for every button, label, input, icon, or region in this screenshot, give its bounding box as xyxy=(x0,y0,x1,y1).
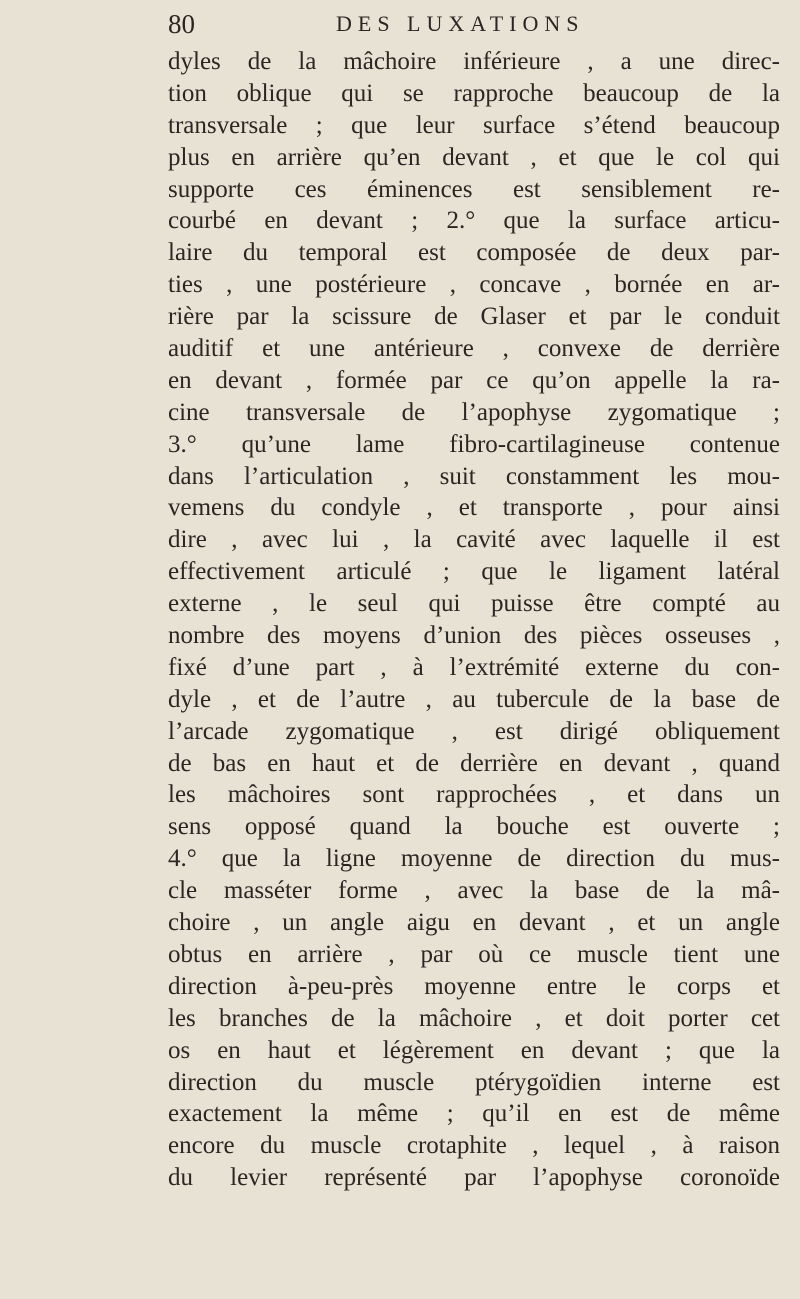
text-line: cine transversale de l’apophyse zygomatique ; xyxy=(168,398,780,426)
text-line: ties , une postérieure , concave , bornée en ar- xyxy=(168,271,780,299)
text-line: auditif et une antérieure , convexe de derrière xyxy=(168,335,780,363)
text-line: l’arcade zygomatique , est dirigé obliquement xyxy=(168,717,780,745)
text-line: plus en arrière qu’en devant , et que le col qui xyxy=(168,143,780,171)
text-line: dyle , et de l’autre , au tubercule de la base de xyxy=(168,685,780,713)
text-line: dans l’articulation , suit constamment les mou- xyxy=(168,462,780,490)
text-line: tion oblique qui se rapproche beaucoup de la xyxy=(168,79,780,107)
page-number: 80 xyxy=(168,9,195,39)
text-line: exactement la même ; qu’il en est de même xyxy=(168,1100,780,1128)
text-line: 3.° qu’une lame fibro-cartilagineuse contenue xyxy=(168,430,780,458)
text-line: de bas en haut et de derrière en devant , quand xyxy=(168,749,780,777)
text-line: sens opposé quand la bouche est ouverte ; xyxy=(168,813,780,841)
text-line: cle masséter forme , avec la base de la mâ- xyxy=(168,877,780,905)
text-line: obtus en arrière , par où ce muscle tient une xyxy=(168,940,780,968)
text-line: direction du muscle ptérygoïdien interne est xyxy=(168,1068,780,1096)
text-line: externe , le seul qui puisse être compté au xyxy=(168,590,780,618)
text-line: les mâchoires sont rapprochées , et dans un xyxy=(168,781,780,809)
text-line: supporte ces éminences est sensiblement re- xyxy=(168,175,780,203)
text-line: laire du temporal est composée de deux par- xyxy=(168,239,780,267)
text-line: les branches de la mâchoire , et doit porter cet xyxy=(168,1004,780,1032)
text-line: 4.° que la ligne moyenne de direction du mus- xyxy=(168,845,780,873)
text-line: nombre des moyens d’union des pièces osseuses , xyxy=(168,622,780,650)
text-line: fixé d’une part , à l’extrémité externe du con- xyxy=(168,653,780,681)
text-line: rière par la scissure de Glaser et par le conduit xyxy=(168,303,780,331)
text-line: en devant , formée par ce qu’on appelle la ra- xyxy=(168,366,780,394)
text-line: du levier représenté par l’apophyse coronoïde xyxy=(168,1164,780,1192)
text-line: os en haut et légèrement en devant ; que la xyxy=(168,1036,780,1064)
running-head: DES LUXATIONS xyxy=(336,11,585,36)
text-line: transversale ; que leur surface s’étend beaucoup xyxy=(168,111,780,139)
text-line: encore du muscle crotaphite , lequel , à raison xyxy=(168,1132,780,1160)
text-line: dire , avec lui , la cavité avec laquelle il est xyxy=(168,526,780,554)
body-text xyxy=(168,46,780,1194)
text-line: choire , un angle aigu en devant , et un angle xyxy=(168,909,780,937)
text-line: dyles de la mâchoire inférieure , a une direc- xyxy=(168,48,780,75)
text-line: direction à-peu-près moyenne entre le corps et xyxy=(168,972,780,1000)
text-line: courbé en devant ; 2.° que la surface articu- xyxy=(168,207,780,235)
text-line: vemens du condyle , et transporte , pour ainsi xyxy=(168,494,780,522)
text-line: effectivement articulé ; que le ligament latéral xyxy=(168,558,780,586)
page-header xyxy=(168,6,740,42)
